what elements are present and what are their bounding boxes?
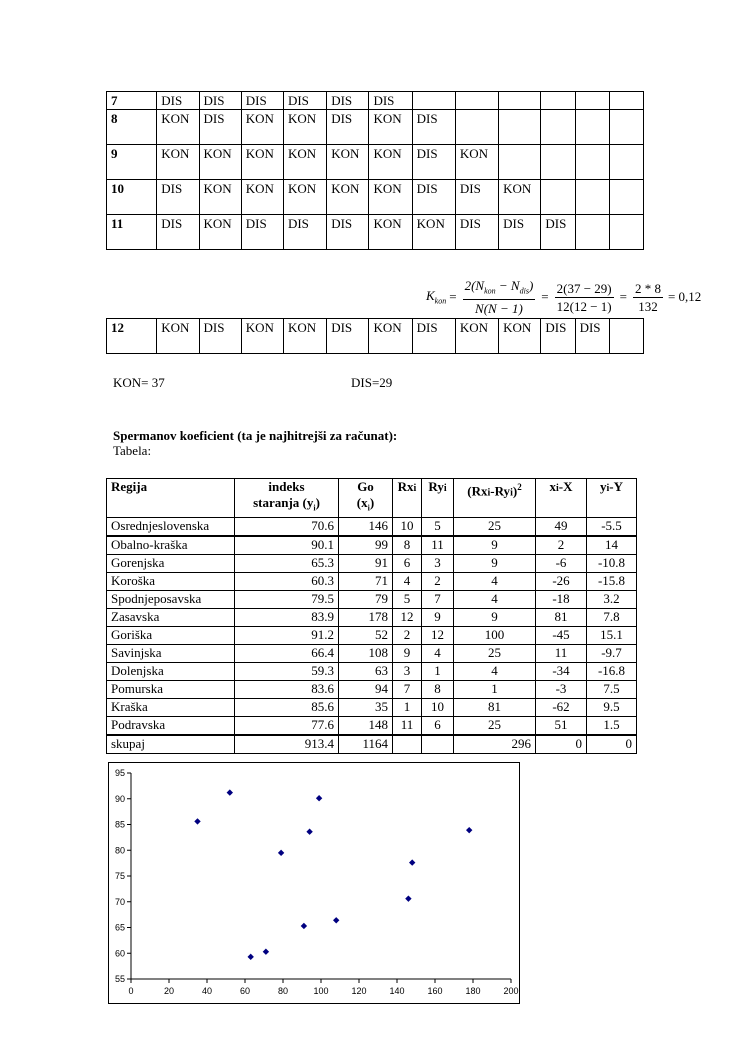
x-tick-label: 160: [427, 986, 443, 996]
header-regija: Regija: [107, 479, 235, 518]
data-point: [333, 917, 339, 923]
pair-cell: KON: [499, 319, 541, 354]
pair-cell: DIS: [283, 215, 326, 250]
table-row: [107, 608, 637, 626]
pair-cell: DIS: [327, 110, 369, 145]
cell-xdev: -3: [536, 680, 587, 698]
pair-cell: DIS: [412, 319, 455, 354]
header-x-deviation: xi-X: [536, 479, 587, 518]
data-point: [194, 818, 200, 824]
cell-d2: 9: [454, 554, 536, 572]
cell-d2: 4: [454, 662, 536, 680]
pairs-table-top: [106, 91, 644, 250]
data-point: [227, 789, 233, 795]
cell-ydev: 14: [587, 536, 637, 555]
cell-name: Kraška: [107, 698, 235, 716]
spearman-table: [106, 478, 637, 754]
cell-ry: 8: [422, 680, 454, 698]
pair-cell: DIS: [199, 319, 241, 354]
pair-cell: KON: [241, 180, 283, 215]
y-tick-label: 75: [114, 871, 125, 881]
formula-result: = 0,12: [667, 289, 702, 304]
pair-cell: [575, 110, 609, 145]
table-row: [107, 716, 637, 735]
cell-name: Spodnjeposavska: [107, 590, 235, 608]
cell-xdev: 81: [536, 608, 587, 626]
table-row: [107, 517, 637, 536]
data-point: [316, 795, 322, 801]
y-tick-label: 85: [114, 819, 125, 830]
pair-cell: DIS: [412, 110, 455, 145]
cell-y: 66.4: [235, 644, 339, 662]
pair-cell: KON: [199, 215, 241, 250]
pair-cell: DIS: [541, 319, 575, 354]
cell-ydev: 3.2: [587, 590, 637, 608]
cell-x: 52: [339, 626, 393, 644]
data-point: [466, 827, 472, 833]
cell-ry: 7: [422, 590, 454, 608]
y-tick-label: 90: [114, 793, 125, 804]
x-tick-label: 180: [465, 986, 481, 996]
cell-ydev: -16.8: [587, 662, 637, 680]
cell-xdev: -26: [536, 572, 587, 590]
total-ry: [422, 735, 454, 754]
pair-cell: [455, 92, 498, 110]
cell-name: Zasavska: [107, 608, 235, 626]
data-point: [306, 829, 312, 835]
pair-cell: KON: [283, 145, 326, 180]
cell-rx: 4: [393, 572, 422, 590]
pair-cell: DIS: [283, 92, 326, 110]
cell-y: 77.6: [235, 716, 339, 735]
cell-ry: 11: [422, 536, 454, 555]
pair-cell: KON: [369, 145, 412, 180]
total-xdev: 0: [536, 735, 587, 754]
cell-y: 79.5: [235, 590, 339, 608]
cell-d2: 1: [454, 680, 536, 698]
pair-cell: [541, 180, 575, 215]
cell-ydev: -5.5: [587, 517, 637, 536]
cell-ydev: 7.8: [587, 608, 637, 626]
cell-rx: 3: [393, 662, 422, 680]
pair-cell: KON: [369, 215, 412, 250]
pair-cell: KON: [283, 319, 326, 354]
pair-cell: DIS: [327, 215, 369, 250]
pair-cell: [609, 215, 643, 250]
pair-cell: KON: [283, 110, 326, 145]
table-row: [107, 680, 637, 698]
y-tick-label: 95: [114, 768, 125, 778]
cell-name: Savinjska: [107, 644, 235, 662]
cell-y: 60.3: [235, 572, 339, 590]
pair-cell: DIS: [157, 180, 199, 215]
pair-row-number: 11: [107, 215, 157, 250]
pair-cell: KON: [412, 215, 455, 250]
pair-cell: KON: [157, 319, 199, 354]
pairs-row: [107, 215, 644, 250]
x-tick-label: 0: [128, 986, 134, 996]
x-tick-label: 20: [163, 986, 175, 996]
cell-y: 83.9: [235, 608, 339, 626]
cell-rx: 12: [393, 608, 422, 626]
cell-x: 71: [339, 572, 393, 590]
cell-y: 90.1: [235, 536, 339, 555]
data-point: [248, 954, 254, 960]
table-row: [107, 662, 637, 680]
pair-cell: [541, 110, 575, 145]
cell-ry: 10: [422, 698, 454, 716]
cell-xdev: -34: [536, 662, 587, 680]
pair-cell: [609, 110, 643, 145]
cell-ry: 2: [422, 572, 454, 590]
pair-cell: KON: [157, 110, 199, 145]
pair-cell: DIS: [157, 92, 199, 110]
cell-rx: 10: [393, 517, 422, 536]
pair-cell: DIS: [157, 215, 199, 250]
total-name: skupaj: [107, 735, 235, 754]
table-row: [107, 572, 637, 590]
pair-cell: DIS: [241, 92, 283, 110]
cell-x: 146: [339, 517, 393, 536]
header-indeks-staranja: indeks staranja $(y_i)$: [235, 479, 339, 518]
data-point: [405, 895, 411, 901]
pair-cell: KON: [241, 110, 283, 145]
cell-x: 79: [339, 590, 393, 608]
concordance-formula: $K_{kon}$ = $\frac{2(N_{kon} - N_{dis})}{N(N - 1)}$ = $\frac{2(37 - 29)}{12(12 - 1)}$ = $\frac{2 * 8}{132}$ = 0,12: [426, 277, 702, 317]
pair-cell: DIS: [412, 145, 455, 180]
cell-xdev: -45: [536, 626, 587, 644]
formula-lhs: $K_{kon}$: [426, 288, 447, 306]
pair-cell: KON: [283, 180, 326, 215]
pair-cell: [575, 215, 609, 250]
cell-ydev: -15.8: [587, 572, 637, 590]
pairs-table-bottom: [106, 318, 644, 354]
cell-d2: 81: [454, 698, 536, 716]
pair-cell: DIS: [455, 215, 498, 250]
pairs-row: [107, 110, 644, 145]
cell-d2: 25: [454, 716, 536, 735]
x-tick-label: 60: [239, 986, 251, 996]
pair-cell: DIS: [327, 92, 369, 110]
pair-cell: KON: [157, 145, 199, 180]
pair-cell: [609, 180, 643, 215]
pair-cell: DIS: [327, 319, 369, 354]
table-row: [107, 590, 637, 608]
pair-cell: [412, 92, 455, 110]
cell-xdev: 51: [536, 716, 587, 735]
pair-row-number: 8: [107, 110, 157, 145]
pair-cell: DIS: [575, 319, 609, 354]
pair-cell: KON: [327, 145, 369, 180]
section-title: Spermanov koeficient (ta je najhitrejši za računat):: [113, 428, 398, 443]
cell-rx: 8: [393, 536, 422, 555]
cell-rx: 11: [393, 716, 422, 735]
pairs-row: [107, 180, 644, 215]
pair-cell: DIS: [241, 215, 283, 250]
pair-cell: [575, 145, 609, 180]
cell-name: Koroška: [107, 572, 235, 590]
cell-d2: 9: [454, 608, 536, 626]
pair-cell: KON: [369, 110, 412, 145]
header-rank-diff-squared: $(Rxi-Ryi)^2$: [454, 479, 536, 518]
x-tick-label: 80: [277, 986, 289, 996]
table-row: [107, 644, 637, 662]
cell-rx: 9: [393, 644, 422, 662]
cell-y: 85.6: [235, 698, 339, 716]
cell-ry: 6: [422, 716, 454, 735]
header-y-deviation: yi-Y: [587, 479, 637, 518]
kon-count: KON= 37: [113, 375, 165, 390]
pair-row-number: 10: [107, 180, 157, 215]
cell-rx: 6: [393, 554, 422, 572]
pair-cell: KON: [455, 319, 498, 354]
total-rx: [393, 735, 422, 754]
pair-cell: DIS: [199, 92, 241, 110]
y-tick-label: 65: [114, 922, 125, 933]
cell-ry: 4: [422, 644, 454, 662]
pair-cell: KON: [241, 319, 283, 354]
pair-cell: DIS: [541, 215, 575, 250]
cell-ydev: 7.5: [587, 680, 637, 698]
cell-x: 94: [339, 680, 393, 698]
cell-ydev: -9.7: [587, 644, 637, 662]
cell-ydev: -10.8: [587, 554, 637, 572]
pair-cell: DIS: [499, 215, 541, 250]
cell-xdev: 2: [536, 536, 587, 555]
data-point: [409, 859, 415, 865]
pair-row-number: 12: [107, 319, 157, 354]
pair-cell: [609, 145, 643, 180]
cell-rx: 7: [393, 680, 422, 698]
cell-x: 63: [339, 662, 393, 680]
cell-d2: 9: [454, 536, 536, 555]
cell-y: 91.2: [235, 626, 339, 644]
y-tick-label: 60: [114, 948, 125, 959]
pair-cell: [499, 145, 541, 180]
cell-xdev: 49: [536, 517, 587, 536]
cell-xdev: -6: [536, 554, 587, 572]
x-tick-label: 40: [201, 986, 213, 996]
pair-cell: DIS: [199, 110, 241, 145]
cell-y: 59.3: [235, 662, 339, 680]
table-row: [107, 626, 637, 644]
cell-y: 70.6: [235, 517, 339, 536]
cell-name: Podravska: [107, 716, 235, 735]
table-row: [107, 698, 637, 716]
formula-fraction-simplified: $\frac{2 * 8}{132}$: [634, 280, 661, 314]
pair-cell: KON: [199, 145, 241, 180]
pairs-row: [107, 145, 644, 180]
cell-name: Pomurska: [107, 680, 235, 698]
cell-x: 99: [339, 536, 393, 555]
cell-rx: 1: [393, 698, 422, 716]
pair-cell: [499, 110, 541, 145]
cell-rx: 2: [393, 626, 422, 644]
pair-cell: KON: [327, 180, 369, 215]
pair-row-number: 9: [107, 145, 157, 180]
cell-ry: 3: [422, 554, 454, 572]
pair-cell: [609, 92, 643, 110]
cell-name: Osrednjeslovenska: [107, 517, 235, 536]
x-tick-label: 140: [389, 986, 405, 996]
cell-ry: 12: [422, 626, 454, 644]
pair-cell: DIS: [455, 180, 498, 215]
pair-cell: DIS: [412, 180, 455, 215]
pair-cell: KON: [369, 319, 412, 354]
table-row: [107, 536, 637, 555]
cell-xdev: -18: [536, 590, 587, 608]
formula-fraction-values: $\frac{2(37 - 29)}{12(12 - 1)}$: [556, 280, 612, 314]
cell-name: Gorenjska: [107, 554, 235, 572]
total-y: 913.4: [235, 735, 339, 754]
x-tick-label: 100: [313, 986, 329, 996]
cell-ydev: 15.1: [587, 626, 637, 644]
cell-d2: 4: [454, 572, 536, 590]
scatter-chart: [109, 763, 519, 1003]
x-tick-label: 120: [351, 986, 367, 996]
cell-xdev: 11: [536, 644, 587, 662]
scatter-chart-frame: [108, 762, 520, 1004]
cell-d2: 100: [454, 626, 536, 644]
header-go: Go $(x_i)$: [339, 479, 393, 518]
header-rank-y: Ryi: [422, 479, 454, 518]
pair-cell: KON: [499, 180, 541, 215]
y-tick-label: 55: [114, 974, 125, 984]
cell-rx: 5: [393, 590, 422, 608]
spearman-header-row: [107, 479, 637, 518]
table-row: [107, 554, 637, 572]
data-point: [301, 923, 307, 929]
cell-x: 148: [339, 716, 393, 735]
x-tick-label: 200: [503, 986, 519, 996]
cell-d2: 25: [454, 517, 536, 536]
pair-cell: KON: [455, 145, 498, 180]
pair-cell: [499, 92, 541, 110]
pairs-row: [107, 92, 644, 110]
pair-cell: [541, 145, 575, 180]
pair-cell: [609, 319, 643, 354]
pair-cell: [541, 92, 575, 110]
cell-xdev: -62: [536, 698, 587, 716]
pair-cell: KON: [369, 180, 412, 215]
cell-x: 35: [339, 698, 393, 716]
cell-ry: 9: [422, 608, 454, 626]
cell-name: Goriška: [107, 626, 235, 644]
pair-cell: DIS: [369, 92, 412, 110]
cell-y: 83.6: [235, 680, 339, 698]
cell-ydev: 1.5: [587, 716, 637, 735]
cell-name: Obalno-kraška: [107, 536, 235, 555]
cell-ry: 1: [422, 662, 454, 680]
cell-x: 91: [339, 554, 393, 572]
section-subtitle: Tabela:: [113, 443, 152, 458]
total-x: 1164: [339, 735, 393, 754]
y-tick-label: 70: [114, 896, 125, 907]
pairs-row: [107, 319, 644, 354]
data-point: [263, 949, 269, 955]
header-rank-x: Rxi: [393, 479, 422, 518]
pair-cell: [575, 92, 609, 110]
dis-count: DIS=29: [351, 375, 393, 390]
pair-cell: [455, 110, 498, 145]
cell-ry: 5: [422, 517, 454, 536]
cell-d2: 25: [454, 644, 536, 662]
total-d2: 296: [454, 735, 536, 754]
pair-cell: [575, 180, 609, 215]
cell-x: 178: [339, 608, 393, 626]
pair-cell: KON: [241, 145, 283, 180]
cell-ydev: 9.5: [587, 698, 637, 716]
cell-x: 108: [339, 644, 393, 662]
y-tick-label: 80: [114, 845, 125, 856]
cell-y: 65.3: [235, 554, 339, 572]
formula-fraction-general: $\frac{2(N_{kon} - N_{dis})}{N(N - 1)}$: [464, 277, 534, 317]
total-row: [107, 735, 637, 754]
pair-row-number: 7: [107, 92, 157, 110]
cell-name: Dolenjska: [107, 662, 235, 680]
total-ydev: 0: [587, 735, 637, 754]
pair-cell: KON: [199, 180, 241, 215]
data-point: [278, 850, 284, 856]
cell-d2: 4: [454, 590, 536, 608]
